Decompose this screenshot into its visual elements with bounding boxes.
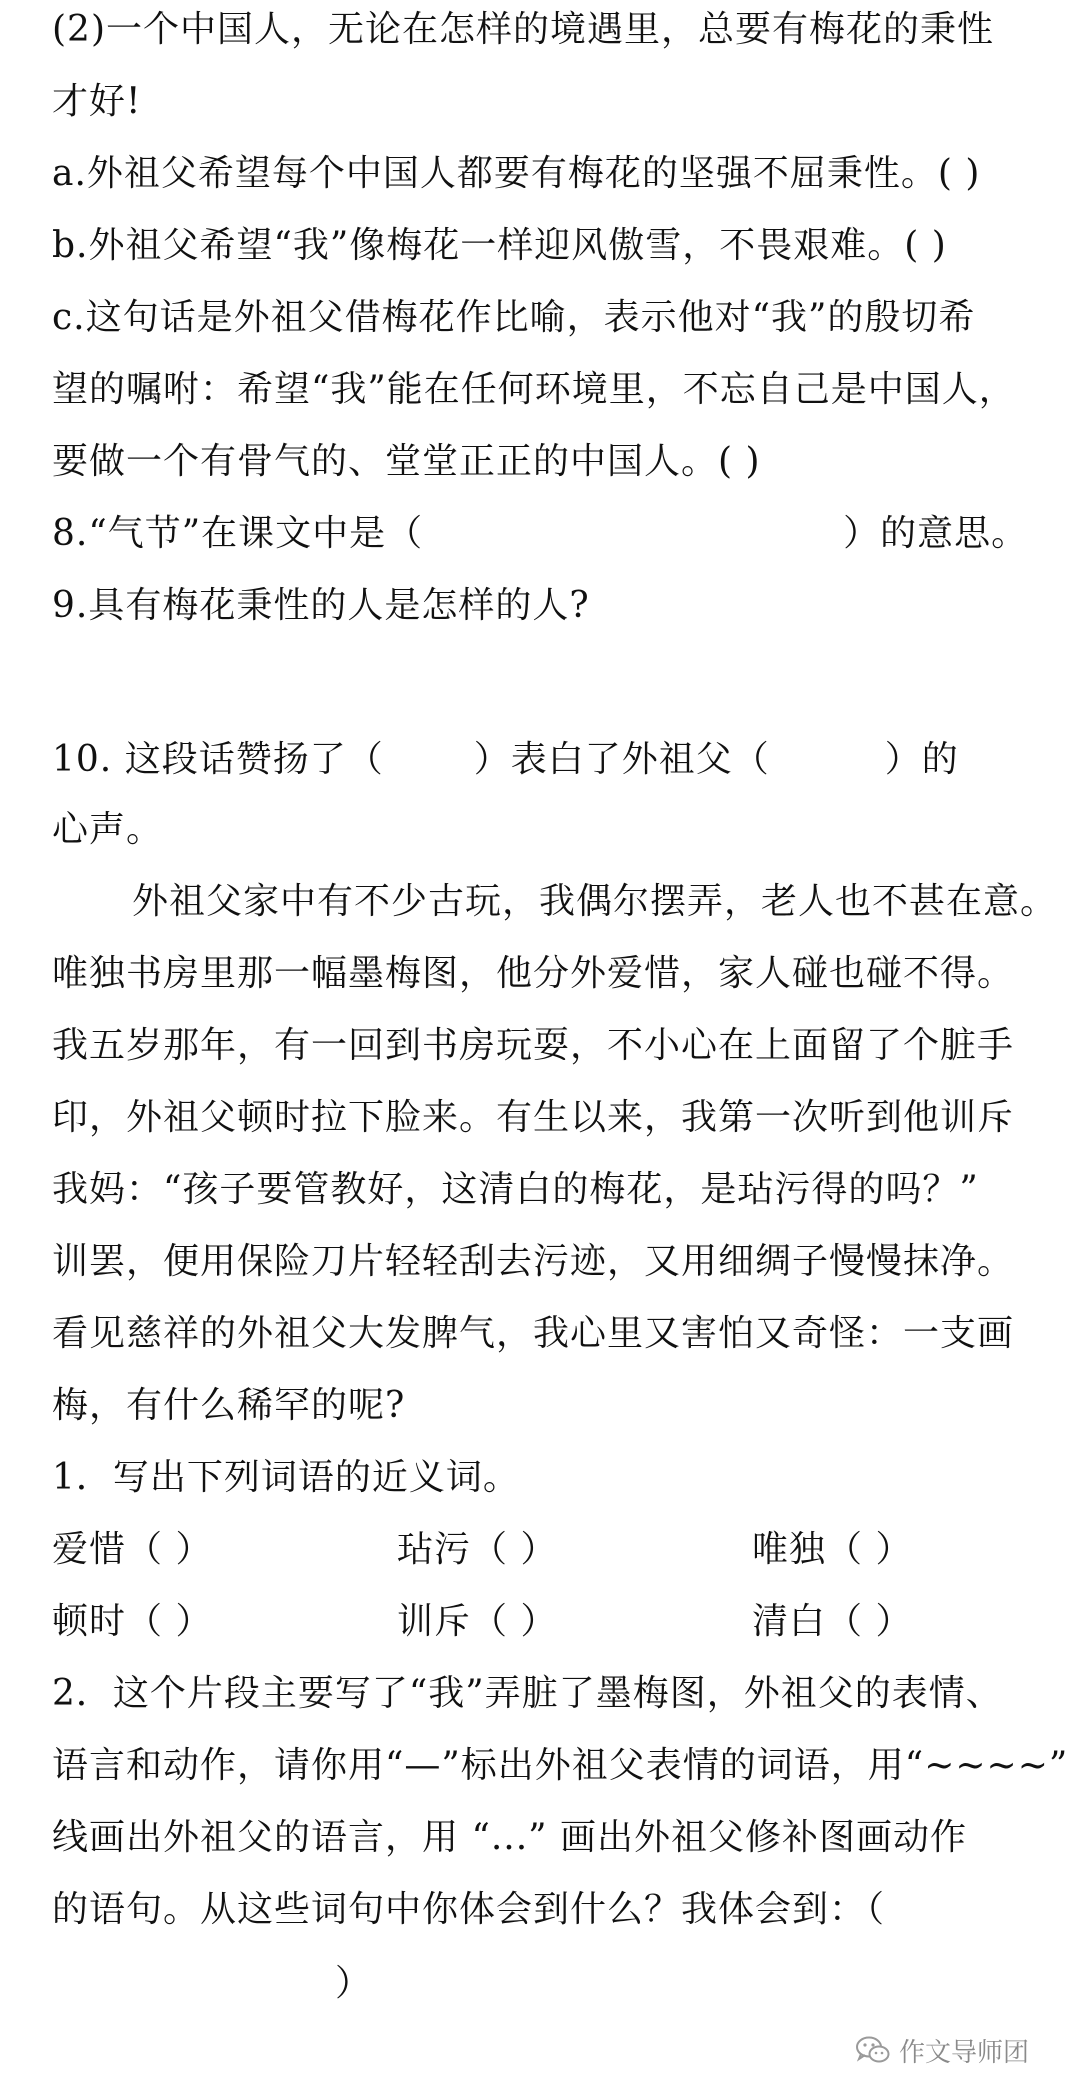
- passage-line-6: 训罢，便用保险刀片轻轻刮去污迹，又用细绸子慢慢抹净。: [52, 1241, 1015, 1282]
- q10-part-3: ）的: [884, 739, 959, 780]
- q2-answer-close-paren: ）: [335, 1963, 372, 2004]
- passage-line-4: 印，外祖父顿时拉下脸来。有生以来，我第一次听到他训斥: [52, 1097, 1015, 1138]
- q7-2-option-c-line-1: c.这句话是外祖父借梅花作比喻，表示他对“我”的殷切希: [52, 297, 976, 338]
- synonym-row-1: [52, 1528, 1036, 1572]
- passage-line-3: 我五岁那年，有一回到书房玩耍，不小心在上面留了个脏手: [52, 1025, 1015, 1066]
- synonym-weidu[interactable]: 唯独（ ）: [752, 1529, 913, 1570]
- q7-2-line-1: (2)一个中国人，无论在怎样的境遇里，总要有梅花的秉性: [52, 9, 994, 50]
- synonym-xunchi[interactable]: 训斥（ ）: [397, 1601, 558, 1642]
- wechat-icon: [855, 2035, 891, 2065]
- synonym-dianwu[interactable]: 玷污（ ）: [397, 1529, 558, 1570]
- synonym-aixi[interactable]: 爱惜（ ）: [52, 1529, 213, 1570]
- watermark: [855, 2030, 1029, 2070]
- q10-part-1: 10. 这段话赞扬了（: [52, 739, 384, 780]
- q10-part-2: ）表白了外祖父（: [473, 739, 770, 780]
- q7-2-line-2: 才好!: [52, 81, 142, 122]
- passage-line-5: 我妈：“孩子要管教好，这清白的梅花，是玷污得的吗？”: [52, 1169, 979, 1210]
- q2-line-4: 的语句。从这些词句中你体会到什么？我体会到：（: [52, 1889, 886, 1930]
- q9-question: 9.具有梅花秉性的人是怎样的人?: [52, 585, 590, 626]
- q2-line-2: 语言和动作，请你用“—”标出外祖父表情的词语，用“~~~~”: [52, 1745, 1069, 1786]
- passage-line-2: 唯独书房里那一幅墨梅图，他分外爱惜，家人碰也碰不得。: [52, 953, 1015, 994]
- synonym-dunshi[interactable]: 顿时（ ）: [52, 1601, 213, 1642]
- q8-suffix: ）的意思。: [843, 513, 1029, 554]
- passage-line-7: 看见慈祥的外祖父大发脾气，我心里又害怕又奇怪：一支画: [52, 1313, 1015, 1354]
- synonym-qingbai[interactable]: 清白（ ）: [752, 1601, 913, 1642]
- q7-2-option-b: b.外祖父希望“我”像梅花一样迎风傲雪，不畏艰难。( ): [52, 225, 947, 266]
- synonym-row-2: [52, 1600, 1036, 1644]
- q1-title: 1．写出下列词语的近义词。: [52, 1457, 520, 1498]
- q7-2-option-c-line-2: 望的嘱咐：希望“我”能在任何环境里，不忘自己是中国人，: [52, 369, 1016, 410]
- passage-line-1: 外祖父家中有不少古玩，我偶尔摆弄，老人也不甚在意。: [132, 881, 1058, 922]
- watermark-text: 作文导师团: [899, 2037, 1030, 2068]
- q10-line-2: 心声。: [52, 809, 164, 850]
- q10-line-1: [52, 738, 1036, 782]
- q2-line-3: 线画出外祖父的语言，用 “...” 画出外祖父修补图画动作: [52, 1817, 968, 1858]
- q2-line-1: 2．这个片段主要写了“我”弄脏了墨梅图，外祖父的表情、: [52, 1673, 1003, 1714]
- passage-line-8: 梅，有什么稀罕的呢?: [52, 1385, 406, 1426]
- q7-2-option-a: a.外祖父希望每个中国人都要有梅花的坚强不屈秉性。( ): [52, 153, 981, 194]
- q8-line: [52, 512, 1036, 556]
- q8-prefix: 8.“气节”在课文中是（: [52, 513, 424, 554]
- q7-2-option-c-line-3: 要做一个有骨气的、堂堂正正的中国人。( ): [52, 441, 761, 482]
